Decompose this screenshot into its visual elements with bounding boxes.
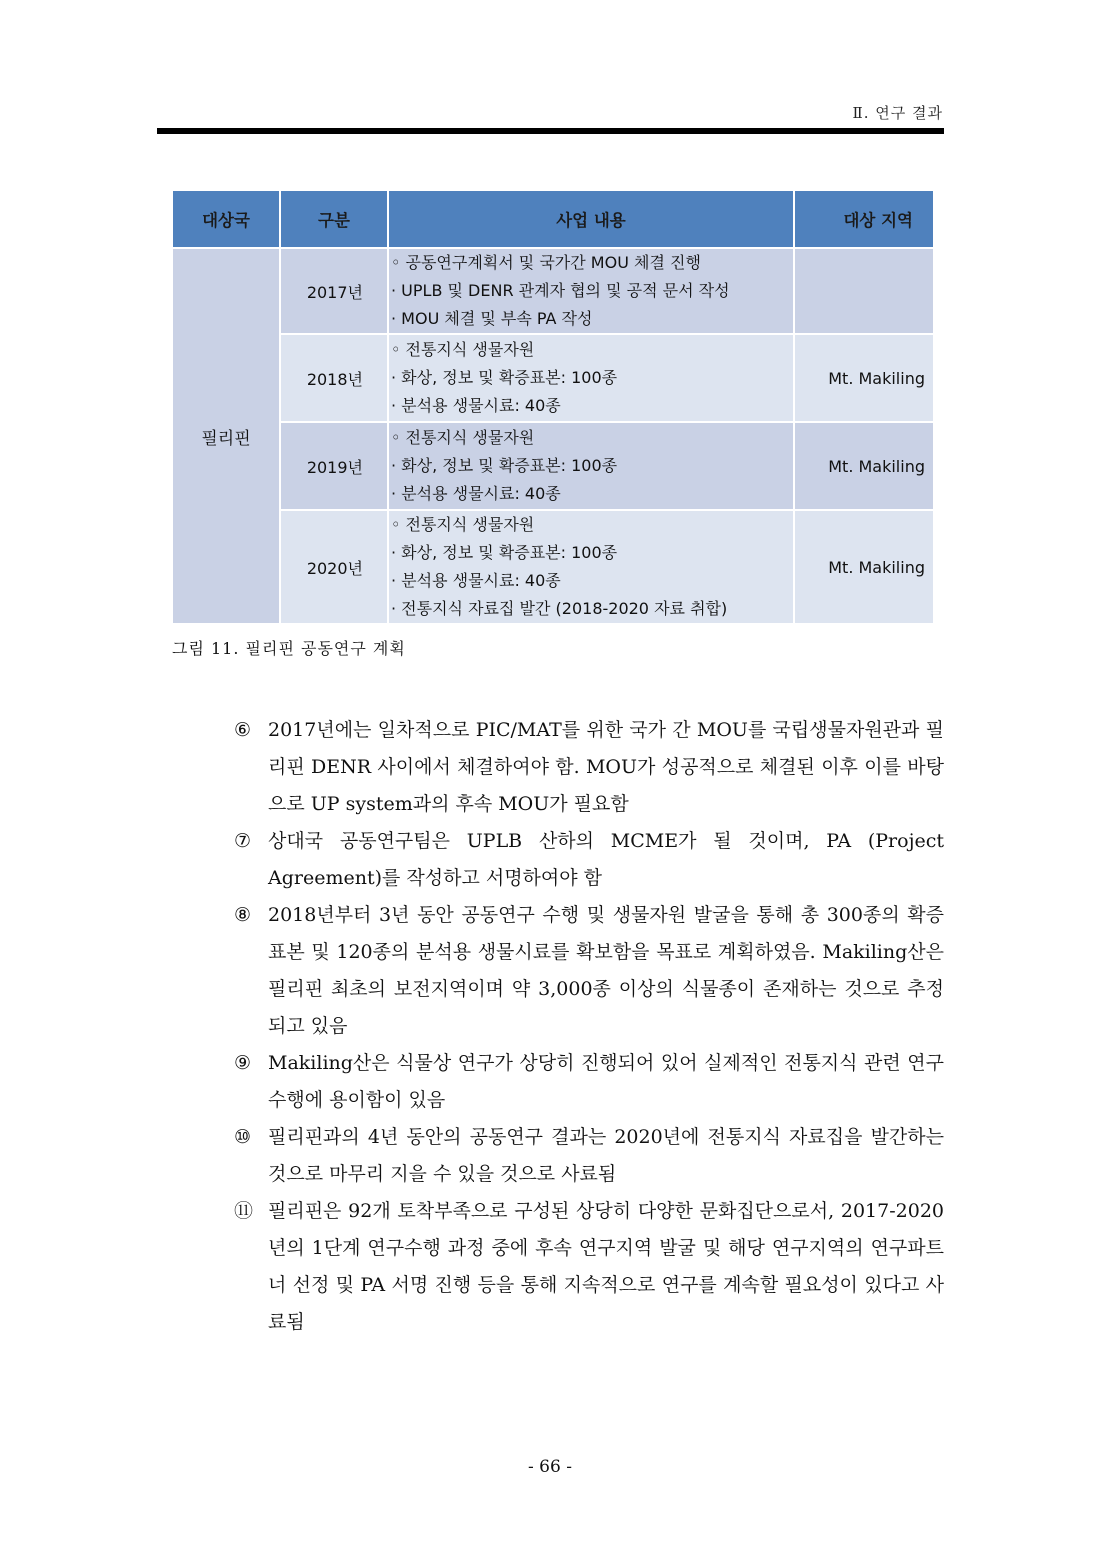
content-cell (388, 422, 794, 510)
table-header-row (172, 191, 934, 248)
content-line: · 화상, 정보 및 확증표본: 100종 (391, 456, 618, 475)
figure-caption: 그림 11. 필리핀 공동연구 계획 (172, 639, 406, 658)
list-item (234, 1119, 944, 1193)
table-row (172, 422, 934, 510)
year-cell: 2020년 (280, 510, 388, 624)
table-row (172, 510, 934, 624)
list-item (234, 823, 944, 897)
content-cell (388, 248, 794, 334)
content-line: · 분석용 생물시료: 40종 (391, 484, 561, 503)
table-row (172, 334, 934, 422)
header-country: 대상국 (172, 191, 280, 248)
content-cell (388, 510, 794, 624)
content-line: · 분석용 생물시료: 40종 (391, 396, 561, 415)
content-line: · 분석용 생물시료: 40종 (391, 571, 561, 590)
item-text: 필리핀은 92개 토착부족으로 구성된 상당히 다양한 문화집단으로서, 2017-2020년의 1단계 연구수행 과정 중에 후속 연구지역 발굴 및 해당 연구지역의 연구파트너 선정 및 PA 서명 진행 등을 통해 지속적으로 연구를 계속할 필요성이 있다고 사료됨 (268, 1200, 944, 1333)
content-line: ◦ 전통지식 생물자원 (391, 515, 535, 534)
page-number: - 66 - (528, 1457, 572, 1477)
item-number: ⑩ (234, 1126, 252, 1148)
item-text: 상대국 공동연구팀은 UPLB 산하의 MCME가 될 것이며, PA (Project Agreement)를 작성하고 서명하여야 함 (268, 830, 944, 889)
region-cell (794, 248, 934, 334)
item-number: ⑪ (234, 1200, 254, 1222)
content-line: · 화상, 정보 및 확증표본: 100종 (391, 368, 618, 387)
item-number: ⑥ (234, 719, 252, 741)
header-region: 대상 지역 (794, 191, 934, 248)
year-cell: 2018년 (280, 334, 388, 422)
region-cell: Mt. Makiling (794, 422, 934, 510)
content-line: ◦ 전통지식 생물자원 (391, 340, 535, 359)
region-cell: Mt. Makiling (794, 334, 934, 422)
header-category: 구분 (280, 191, 388, 248)
content-line: · 화상, 정보 및 확증표본: 100종 (391, 543, 618, 562)
section-header: Ⅱ. 연구 결과 (852, 104, 943, 122)
item-text: 2017년에는 일차적으로 PIC/MAT를 위한 국가 간 MOU를 국립생물자원관과 필리핀 DENR 사이에서 체결하여야 함. MOU가 성공적으로 체결된 이후 이를 바탕으로 UP system과의 후속 MOU가 필요함 (268, 719, 944, 815)
item-number: ⑦ (234, 830, 252, 852)
content-line: · MOU 체결 및 부속 PA 작성 (391, 309, 593, 328)
item-number: ⑨ (234, 1052, 252, 1074)
item-number: ⑧ (234, 904, 252, 926)
numbered-list (234, 712, 944, 1341)
content-line: · 전통지식 자료집 발간 (2018-2020 자료 취합) (391, 599, 728, 618)
header-rule (157, 128, 944, 134)
content-line: ◦ 전통지식 생물자원 (391, 428, 535, 447)
item-text: 필리핀과의 4년 동안의 공동연구 결과는 2020년에 전통지식 자료집을 발간하는 것으로 마무리 지을 수 있을 것으로 사료됨 (268, 1126, 944, 1185)
list-item (234, 1193, 944, 1341)
content-cell (388, 334, 794, 422)
item-text: Makiling산은 식물상 연구가 상당히 진행되어 있어 실제적인 전통지식 관련 연구 수행에 용이함이 있음 (268, 1052, 944, 1111)
research-plan-table (171, 191, 935, 625)
list-item (234, 1045, 944, 1119)
list-item (234, 712, 944, 823)
content-line: ◦ 공동연구계획서 및 국가간 MOU 체결 진행 (391, 253, 701, 272)
year-cell: 2017년 (280, 248, 388, 334)
region-cell: Mt. Makiling (794, 510, 934, 624)
country-cell: 필리핀 (172, 248, 280, 624)
item-text: 2018년부터 3년 동안 공동연구 수행 및 생물자원 발굴을 통해 총 300종의 확증 표본 및 120종의 분석용 생물시료를 확보함을 목표로 계획하였음. Makiling산은 필리핀 최초의 보전지역이며 약 3,000종 이상의 식물종이 존재하는 것으로 추정되고 있음 (268, 904, 944, 1037)
table-row (172, 248, 934, 334)
year-cell: 2019년 (280, 422, 388, 510)
list-item (234, 897, 944, 1045)
header-content: 사업 내용 (388, 191, 794, 248)
content-line: · UPLB 및 DENR 관계자 협의 및 공적 문서 작성 (391, 281, 730, 300)
